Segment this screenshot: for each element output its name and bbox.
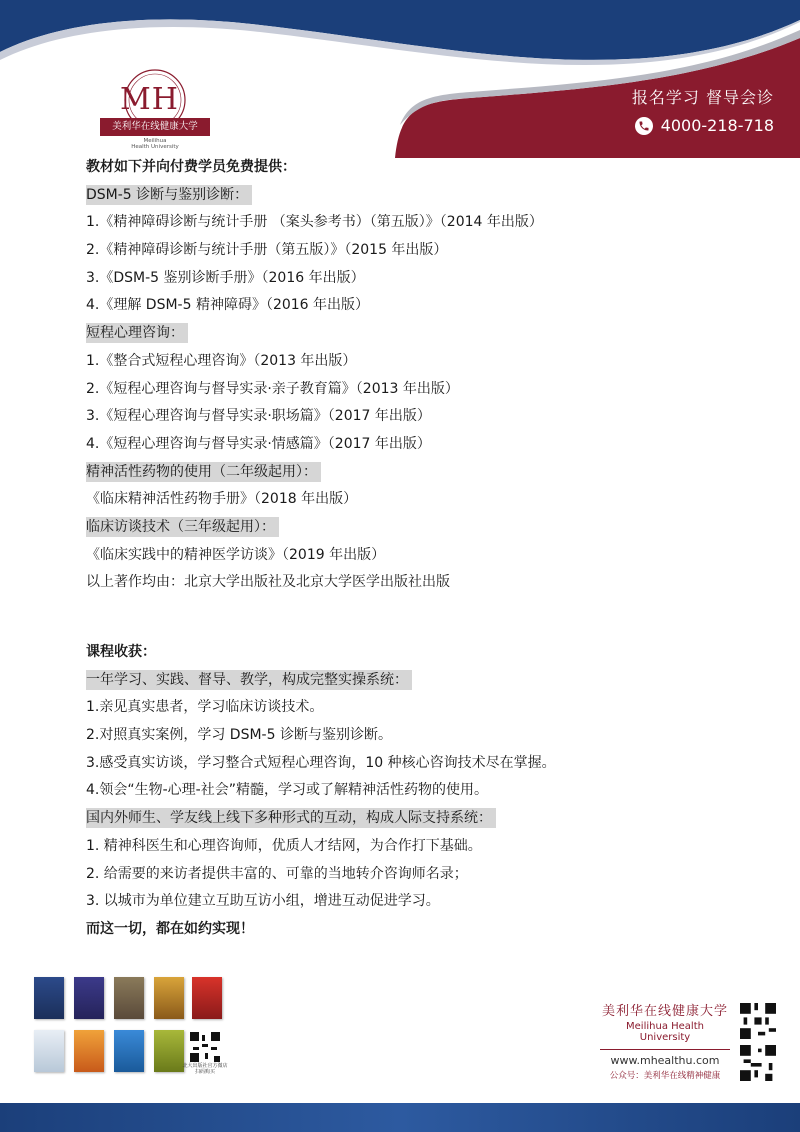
list-item: 2. 给需要的来访者提供丰富的、可靠的当地转介咨询师名录； bbox=[86, 865, 468, 882]
materials-heading: 教材如下并向付费学员免费提供： bbox=[86, 159, 296, 175]
list-item: 《临床实践中的精神医学访谈》（2019 年出版） bbox=[86, 546, 386, 563]
section-title-counseling: 短程心理咨询： bbox=[86, 323, 188, 343]
book-cover bbox=[34, 977, 64, 1019]
footer-bar bbox=[0, 1103, 800, 1132]
logo-subtitle: Meilihua Health University bbox=[131, 138, 179, 150]
section-title-drugs: 精神活性药物的使用（二年级起用）： bbox=[86, 462, 321, 482]
logo-mark: MH bbox=[120, 82, 179, 117]
section-title-interview: 临床访谈技术（三年级起用）： bbox=[86, 517, 279, 537]
list-item: 4.领会“生物-心理-社会”精髓，学习或了解精神活性药物的使用。 bbox=[86, 782, 488, 799]
tagline: 报名学习 督导会诊 bbox=[631, 88, 774, 107]
list-item: 3.《短程心理咨询与督导实录·职场篇》（2017 年出版） bbox=[86, 408, 431, 425]
list-item: 4.《理解 DSM-5 精神障碍》（2016 年出版） bbox=[86, 297, 370, 314]
list-item: 2.《精神障碍诊断与统计手册（第五版）》（2015 年出版） bbox=[86, 242, 448, 259]
section-title-system: 一年学习、实践、督导、教学，构成完整实操系统： bbox=[86, 670, 412, 690]
book-cover bbox=[114, 1030, 144, 1072]
footer-divider bbox=[600, 1049, 730, 1050]
book-cover bbox=[34, 1030, 64, 1072]
book-covers bbox=[30, 975, 230, 1080]
list-item: 1.《整合式短程心理咨询》（2013 年出版） bbox=[86, 352, 357, 369]
list-item: 1. 精神科医生和心理咨询师，优质人才结网，为合作打下基础。 bbox=[86, 837, 482, 854]
logo bbox=[100, 68, 210, 148]
list-item: 3.《DSM-5 鉴别诊断手册》（2016 年出版） bbox=[86, 269, 365, 286]
qr-code-icon bbox=[740, 1045, 776, 1081]
list-item: 1.《精神障碍诊断与统计手册 （案头参考书）（第五版）》（2014 年出版） bbox=[86, 214, 543, 231]
header-contact bbox=[632, 85, 774, 135]
gains-heading: 课程收获： bbox=[86, 644, 156, 660]
list-item: 《临床精神活性药物手册》（2018 年出版） bbox=[86, 491, 358, 508]
logo-name: 美利华在线健康大学 bbox=[100, 118, 210, 136]
main-content bbox=[86, 154, 726, 944]
footer-info bbox=[600, 1000, 730, 1081]
school-name-cn: 美利华在线健康大学 bbox=[601, 1004, 728, 1019]
book-cover bbox=[114, 977, 144, 1019]
closing-statement: 而这一切，都在如约实现！ bbox=[86, 920, 254, 937]
section-title-dsm5: DSM-5 诊断与鉴别诊断： bbox=[86, 185, 252, 205]
list-item: 2.《短程心理咨询与督导实录·亲子教育篇》（2013 年出版） bbox=[86, 380, 459, 397]
publisher-note: 以上著作均由：北京大学出版社及北京大学医学出版社出版 bbox=[86, 574, 450, 591]
book-cover bbox=[74, 1030, 104, 1072]
list-item: 4.《短程心理咨询与督导实录·情感篇》（2017 年出版） bbox=[86, 435, 431, 452]
website-link[interactable]: www.mhealthu.com bbox=[610, 1054, 720, 1067]
school-name-en: Meilihua Health University bbox=[626, 1021, 704, 1043]
list-item: 3.感受真实访谈，学习整合式短程心理咨询，10 种核心咨询技术尽在掌握。 bbox=[86, 754, 556, 771]
phone-row bbox=[632, 116, 774, 135]
public-account: 公众号：美利华在线精神健康 bbox=[609, 1071, 721, 1081]
book-cover bbox=[154, 977, 184, 1019]
list-item: 1.亲见真实患者，学习临床访谈技术。 bbox=[86, 699, 324, 716]
qr-caption: 北大出版社官方微店 扫码购买 bbox=[182, 1063, 228, 1075]
section-title-support: 国内外师生、学友线上线下多种形式的互动，构成人际支持系统： bbox=[86, 808, 496, 828]
book-cover bbox=[74, 977, 104, 1019]
qr-code-icon bbox=[190, 1032, 220, 1062]
list-item: 3. 以城市为单位建立互助互访小组，增进互动促进学习。 bbox=[86, 893, 440, 910]
book-cover bbox=[192, 977, 222, 1019]
list-item: 2.对照真实案例，学习 DSM-5 诊断与鉴别诊断。 bbox=[86, 727, 392, 744]
qr-code-icon bbox=[740, 1003, 776, 1039]
phone-icon bbox=[635, 117, 653, 135]
phone-number: 4000-218-718 bbox=[660, 116, 774, 135]
